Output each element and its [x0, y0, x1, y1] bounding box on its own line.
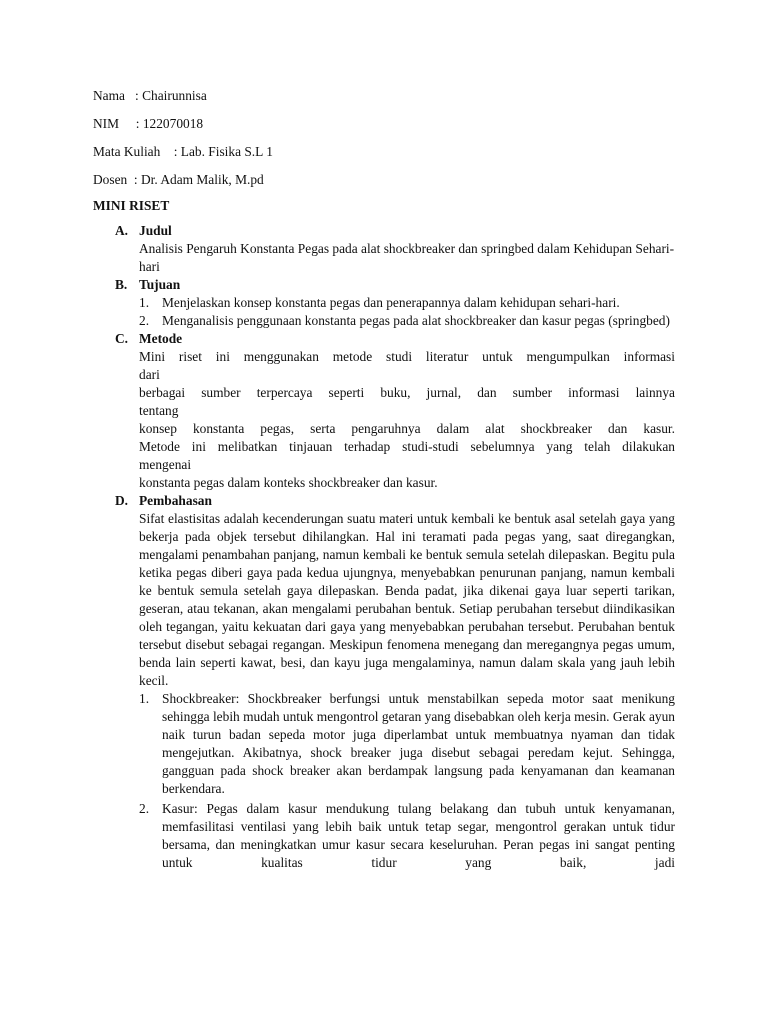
section-letter: B.: [115, 277, 128, 292]
section-text: Analisis Pengaruh Konstanta Pegas pada alat shockbreaker dan springbed dalam Kehidupan Sehari-hari: [139, 241, 675, 274]
section-heading: Judul: [139, 223, 172, 238]
method-line: mengenai: [139, 457, 192, 472]
section-tujuan: [93, 276, 675, 330]
method-line: tentang: [139, 403, 179, 418]
method-line: Metode ini melibatkan tinjauan terhadap studi-studi sebelumnya yang telah dilakukan: [139, 439, 675, 454]
item-text: Menjelaskan konsep konstanta pegas dan penerapannya dalam kehidupan sehari-hari.: [162, 295, 620, 310]
method-line: Mini riset ini menggunakan metode studi literatur untuk mengumpulkan informasi: [139, 349, 675, 364]
section-pembahasan: [93, 492, 675, 872]
method-line: konsep konstanta pegas, serta pengaruhnya dalam alat shockbreaker dan kasur.: [139, 421, 675, 436]
objective-list: [139, 294, 675, 330]
item-text: Shockbreaker: Shockbreaker berfungsi untuk menstabilkan sepeda motor saat menikung sehingga lebih mudah untuk mengontrol getaran yang disebabkan oleh kerja mesin. Gerak ayun naik turun badan sepeda motor juga diperlambat untuk membuatnya nyaman dan tidak mengejutkan. Akibatnya, shock breaker juga disebut sebagai peredam kejut. Sehingga, gangguan pada shock breaker akan berdampak langsung pada kenyamanan dan keamanan berkendara.: [162, 691, 675, 796]
item-number: 2.: [139, 801, 150, 816]
section-heading: Pembahasan: [139, 493, 212, 508]
section-heading: Metode: [139, 331, 183, 346]
section-metode: [93, 330, 675, 492]
list-item: [139, 312, 675, 330]
method-line: konstanta pegas dalam konteks shockbreaker dan kasur.: [139, 475, 438, 490]
lecturer-line: Dosen : Dr. Adam Malik, M.pd: [93, 172, 264, 187]
list-item: [139, 690, 675, 798]
discussion-paragraph: Sifat elastisitas adalah kecenderungan suatu materi untuk kembali ke bentuk asal setelah gaya yang bekerja pada objek tersebut dihilangkan. Hal ini teramati pada pegas yang, saat diregangkan, mengalami penambahan panjang, namun kembali ke bentuk semula setelah dilepaskan. Begitu pula ketika pegas diberi gaya pada kedua ujungnya, menyebabkan penurunan panjang, namun kembali ke bentuk semula setelah gaya dilepaskan. Benda padat, jika dikenai gaya luar seperti tarikan, geseran, atau tekanan, akan mengalami perubahan bentuk. Setiap perubahan tersebut diindikasikan oleh tegangan, yaitu kekuatan dari gaya yang menyebabkan perubahan tersebut. Perubahan bentuk tersebut disebut sebagai regangan. Meskipun fenomena menegang dan meregangnya pegas umum, benda lain seperti kawat, besi, dan kayu juga mengalaminya, namun dalam skala yang jauh lebih kecil.: [139, 511, 675, 688]
item-number: 1.: [139, 295, 150, 310]
section-judul: [93, 222, 675, 276]
item-text: Menganalisis penggunaan konstanta pegas pada alat shockbreaker dan kasur pegas (springbed): [162, 313, 670, 328]
section-letter: C.: [115, 331, 129, 346]
item-number: 2.: [139, 313, 150, 328]
item-number: 1.: [139, 691, 150, 706]
item-text: Kasur: Pegas dalam kasur mendukung tulang belakang dan tubuh untuk kenyamanan, memfasilitasi ventilasi yang lebih baik untuk tetap segar, mengontrol gerakan untuk tidur bersama, dan meningkatkan umur kasur secara keseluruhan. Peran pegas ini sangat penting untuk kualitas tidur yang baik, jadi: [162, 801, 675, 870]
list-item: [139, 294, 675, 312]
section-letter: D.: [115, 493, 129, 508]
student-name-line: Nama : Chairunnisa: [93, 88, 207, 103]
student-id-line: NIM : 122070018: [93, 116, 204, 131]
discussion-list: [139, 690, 675, 872]
document-page: [93, 84, 675, 872]
document-title: MINI RISET: [93, 198, 170, 213]
course-line: Mata Kuliah : Lab. Fisika S.L 1: [93, 144, 273, 159]
section-letter: A.: [115, 223, 129, 238]
method-line: berbagai sumber terpercaya seperti buku, jurnal, dan sumber informasi lainnya: [139, 385, 675, 400]
list-item: [139, 800, 675, 872]
method-line: dari: [139, 367, 160, 382]
section-heading: Tujuan: [139, 277, 181, 292]
